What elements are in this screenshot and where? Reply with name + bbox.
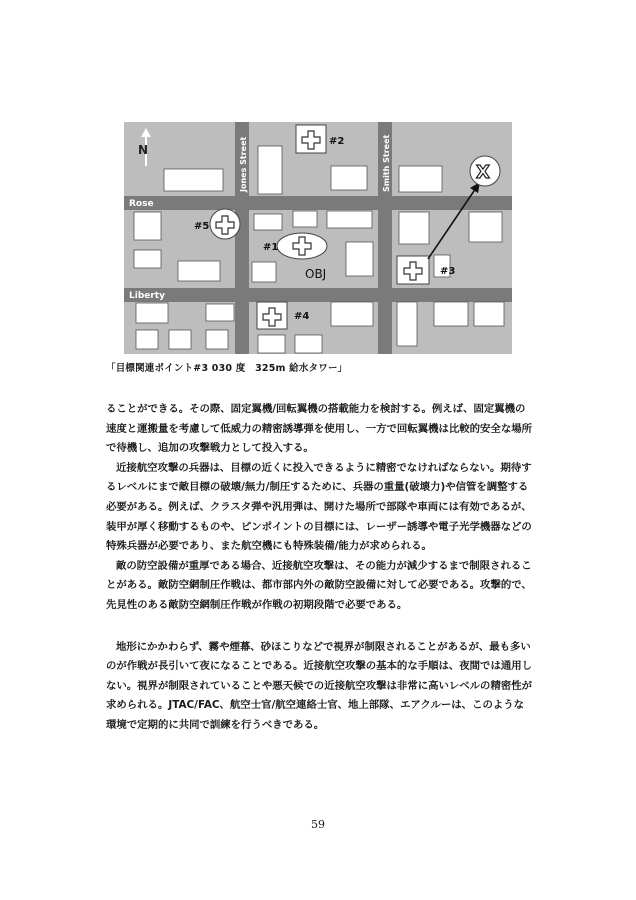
target-x-icon	[470, 156, 500, 186]
rose-street-label: Rose	[129, 199, 154, 209]
paragraph-1: ることができる。その際、固定翼機/回転翼機の搭載能力を検討する。例えば、固定翼機の速度と運搬量を考慮して低威力の精密誘導弾を使用し、一方で回転翼機は比較的安全な場所で待機し、追加の攻撃戦力として投入する。	[106, 403, 533, 455]
jones-street-label: Jones Street	[239, 136, 248, 192]
paragraph-3: 敵の防空設備が重厚である場合、近接航空攻撃は、その能力が減少するまで制限されることがある。敵防空網制圧作戦は、都市部内外の敵防空設備に対して必要である。攻撃的で、先見性のある敵防空網制圧作戦が作戦の初期段階で必要である。	[106, 559, 532, 611]
paragraph-4: 地形にかかわらず、霧や煙幕、砂ほこりなどで視界が制限されることがあるが、最も多いのが作戦が長引いて夜になることである。近接航空攻撃の基本的な手順は、夜間では通用しない。視界が制限されていることや悪天候での近接航空攻撃は非常に高いレベルの精密性が求められる。JTAC/FAC、航空士官/航空連絡士官、地上部隊、エアクルーは、このような環境で定期的に共同で訓練を行うべきである。	[106, 640, 533, 731]
paragraph-2: 近接航空攻撃の兵器は、目標の近くに投入できるように精密でなければならない。期待するレベルにまで敵目標の破壊/無力/制圧するために、兵器の重量(破壊力)や信管を調整する必要がある。例えば、クラスタ弾や汎用弾は、開けた場所で部隊や車両には有効であるが、装甲が厚く移動するものや、ピンポイントの目標には、レーザー誘導や電子光学機器などの特殊兵器が必要であり、また航空機にも特殊装備/能力が求められる。	[106, 461, 532, 553]
target-area-map	[124, 122, 512, 354]
page-number: 59	[311, 818, 325, 831]
svg-text:#2: #2	[329, 136, 345, 147]
svg-text:#5: #5	[194, 221, 210, 232]
svg-text:N: N	[138, 143, 149, 157]
svg-text:#3: #3	[440, 266, 456, 277]
svg-text:X: X	[476, 162, 490, 183]
figure-caption: 「目標関連ポイント#3 030 度 325m 給水タワー」	[106, 363, 348, 374]
svg-text:#1: #1	[263, 242, 279, 253]
smith-street-label: Smith Street	[382, 134, 391, 192]
body-text	[106, 400, 532, 736]
svg-text:OBJ: OBJ	[305, 267, 327, 281]
liberty-street-label: Liberty	[129, 291, 165, 301]
svg-text:#4: #4	[294, 311, 310, 322]
